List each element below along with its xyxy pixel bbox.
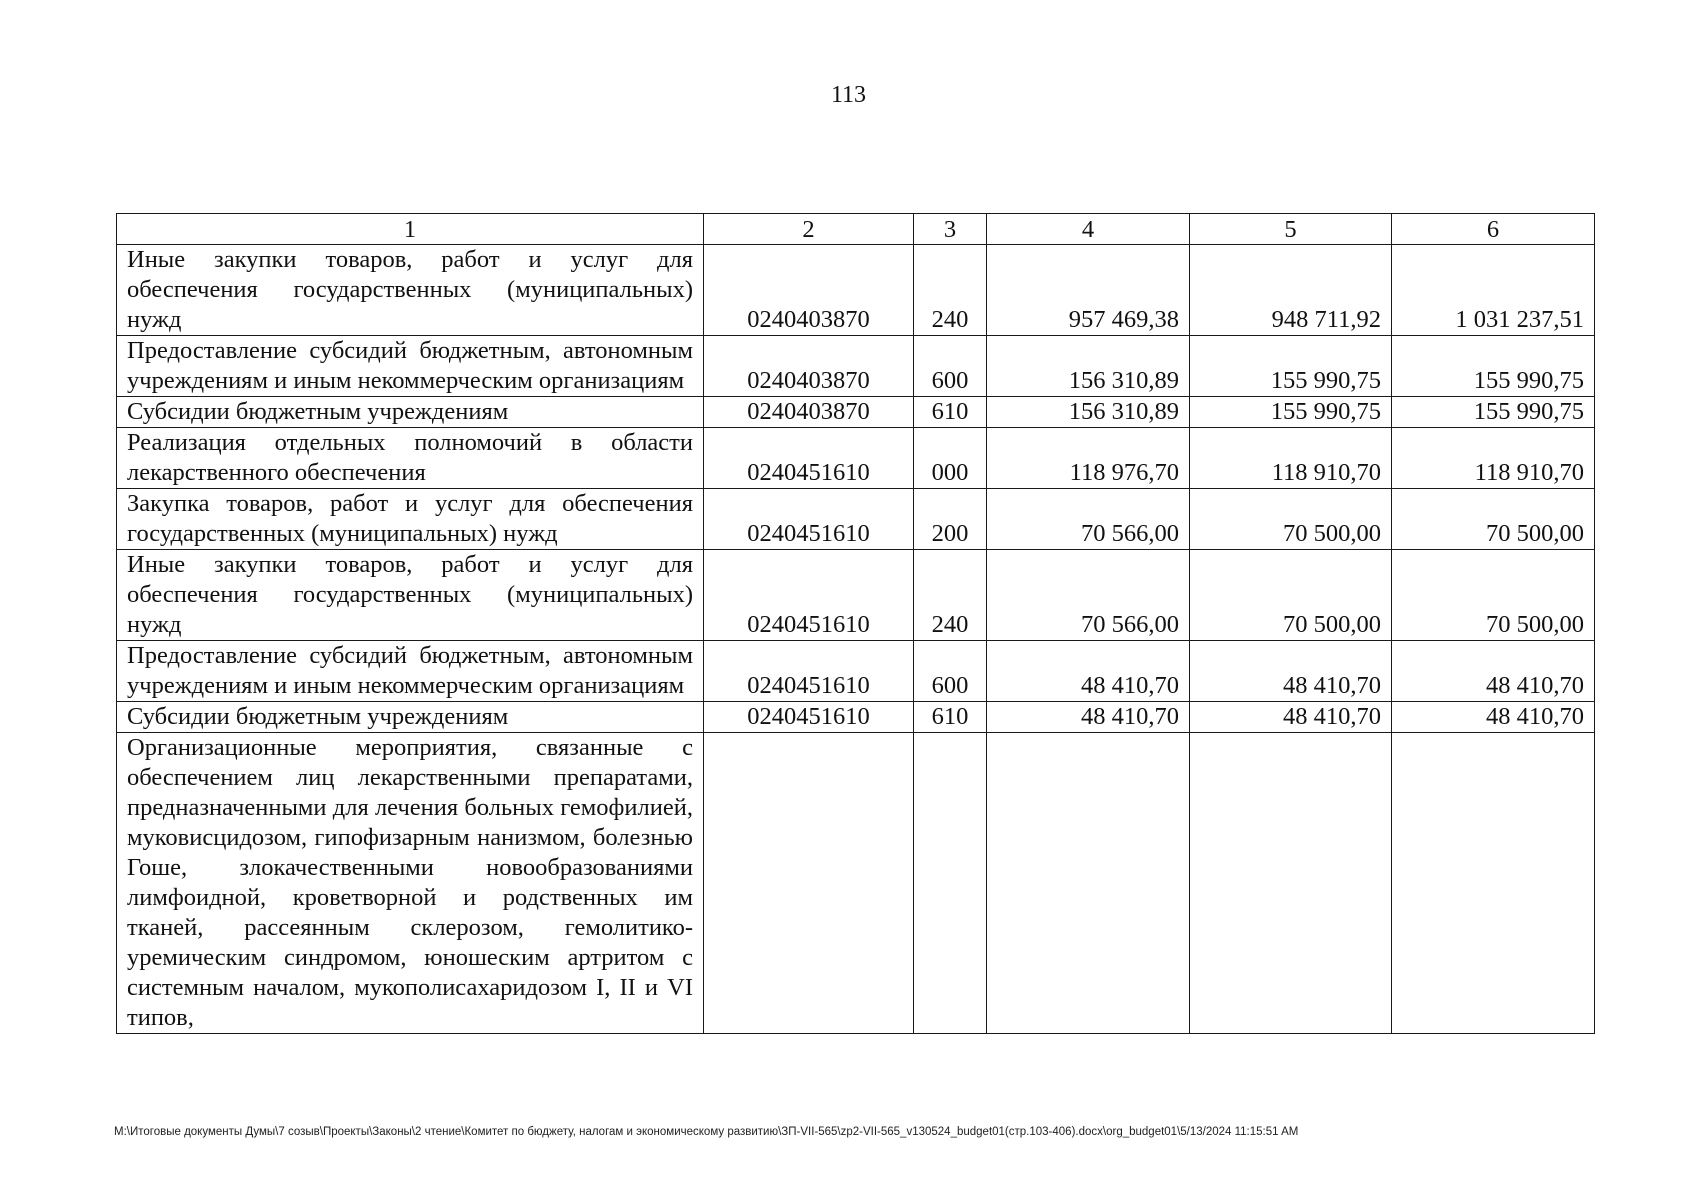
row-amount-col6: 118 910,70 bbox=[1392, 428, 1595, 489]
row-amount-col6: 48 410,70 bbox=[1392, 702, 1595, 733]
row-amount-col6: 48 410,70 bbox=[1392, 641, 1595, 702]
row-amount-col4: 156 310,89 bbox=[987, 397, 1190, 428]
row-amount-col5: 155 990,75 bbox=[1190, 336, 1392, 397]
row-name: Субсидии бюджетным учреждениям bbox=[117, 702, 704, 733]
table-row bbox=[117, 550, 1595, 641]
row-amount-col6: 70 500,00 bbox=[1392, 489, 1595, 550]
column-header: 4 bbox=[987, 214, 1190, 245]
row-code: 0240403870 bbox=[704, 245, 914, 336]
column-header: 3 bbox=[914, 214, 987, 245]
table-row bbox=[117, 489, 1595, 550]
row-amount-col5: 70 500,00 bbox=[1190, 550, 1392, 641]
row-code: 0240451610 bbox=[704, 489, 914, 550]
row-amount-col5: 948 711,92 bbox=[1190, 245, 1392, 336]
row-amount-col5: 70 500,00 bbox=[1190, 489, 1392, 550]
row-name: Закупка товаров, работ и услуг для обеспечения государственных (муниципальных) нужд bbox=[117, 489, 704, 550]
row-amount-col6: 70 500,00 bbox=[1392, 550, 1595, 641]
row-name: Субсидии бюджетным учреждениям bbox=[117, 397, 704, 428]
row-amount-col6: 155 990,75 bbox=[1392, 397, 1595, 428]
row-name: Иные закупки товаров, работ и услуг для обеспечения государственных (муниципальных) нужд bbox=[117, 550, 704, 641]
row-code: 0240451610 bbox=[704, 641, 914, 702]
row-amount-col4: 156 310,89 bbox=[987, 336, 1190, 397]
row-type: 610 bbox=[914, 397, 987, 428]
table-row bbox=[117, 245, 1595, 336]
table-row bbox=[117, 641, 1595, 702]
table-row bbox=[117, 733, 1595, 1034]
header-row bbox=[117, 214, 1595, 245]
row-type: 610 bbox=[914, 702, 987, 733]
column-header: 1 bbox=[117, 214, 704, 245]
row-type: 240 bbox=[914, 550, 987, 641]
row-amount-col5 bbox=[1190, 733, 1392, 1034]
row-name: Предоставление субсидий бюджетным, автономным учреждениям и иным некоммерческим организациям bbox=[117, 336, 704, 397]
row-type: 600 bbox=[914, 641, 987, 702]
row-code: 0240451610 bbox=[704, 428, 914, 489]
row-amount-col4 bbox=[987, 733, 1190, 1034]
row-code: 0240451610 bbox=[704, 550, 914, 641]
row-amount-col5: 48 410,70 bbox=[1190, 702, 1392, 733]
column-header: 2 bbox=[704, 214, 914, 245]
table-row bbox=[117, 397, 1595, 428]
row-amount-col4: 48 410,70 bbox=[987, 641, 1190, 702]
row-amount-col4: 48 410,70 bbox=[987, 702, 1190, 733]
row-amount-col5: 155 990,75 bbox=[1190, 397, 1392, 428]
row-amount-col6: 155 990,75 bbox=[1392, 336, 1595, 397]
column-header: 6 bbox=[1392, 214, 1595, 245]
row-amount-col6 bbox=[1392, 733, 1595, 1034]
row-type bbox=[914, 733, 987, 1034]
file-path-footer: M:\Итоговые документы Думы\7 созыв\Проекты\Законы\2 чтение\Комитет по бюджету, налогам и экономическому развитию\ЗП-VII-565\zp2-VII-565_v130524_budget01(стр.103-406).docx\org_budget01\5/13/2024 11:15:51 AM bbox=[114, 1126, 1299, 1138]
row-code: 0240451610 bbox=[704, 702, 914, 733]
row-amount-col5: 118 910,70 bbox=[1190, 428, 1392, 489]
row-amount-col4: 70 566,00 bbox=[987, 550, 1190, 641]
table-row bbox=[117, 702, 1595, 733]
row-amount-col4: 118 976,70 bbox=[987, 428, 1190, 489]
table-row bbox=[117, 428, 1595, 489]
budget-table bbox=[116, 213, 1595, 1034]
row-name: Реализация отдельных полномочий в области лекарственного обеспечения bbox=[117, 428, 704, 489]
row-name: Иные закупки товаров, работ и услуг для обеспечения государственных (муниципальных) нужд bbox=[117, 245, 704, 336]
table-row bbox=[117, 336, 1595, 397]
row-amount-col4: 957 469,38 bbox=[987, 245, 1190, 336]
row-type: 000 bbox=[914, 428, 987, 489]
row-name: Организационные мероприятия, связанные с обеспечением лиц лекарственными препаратами, предназначенными для лечения больных гемофилией, муковисцидозом, гипофизарным нанизмом, болезнью Гоше, злокачественными новообразованиями лимфоидной, кроветворной и родственных им тканей, рассеянным склерозом, гемолитико-уремическим синдромом, юношеским артритом с системным началом, мукополисахаридозом I, II и VI типов, bbox=[117, 733, 704, 1034]
row-code bbox=[704, 733, 914, 1034]
row-amount-col6: 1 031 237,51 bbox=[1392, 245, 1595, 336]
row-code: 0240403870 bbox=[704, 336, 914, 397]
row-amount-col4: 70 566,00 bbox=[987, 489, 1190, 550]
row-type: 200 bbox=[914, 489, 987, 550]
row-name: Предоставление субсидий бюджетным, автономным учреждениям и иным некоммерческим организациям bbox=[117, 641, 704, 702]
page-number: 113 bbox=[830, 82, 867, 108]
row-type: 600 bbox=[914, 336, 987, 397]
column-header: 5 bbox=[1190, 214, 1392, 245]
row-code: 0240403870 bbox=[704, 397, 914, 428]
row-type: 240 bbox=[914, 245, 987, 336]
row-amount-col5: 48 410,70 bbox=[1190, 641, 1392, 702]
